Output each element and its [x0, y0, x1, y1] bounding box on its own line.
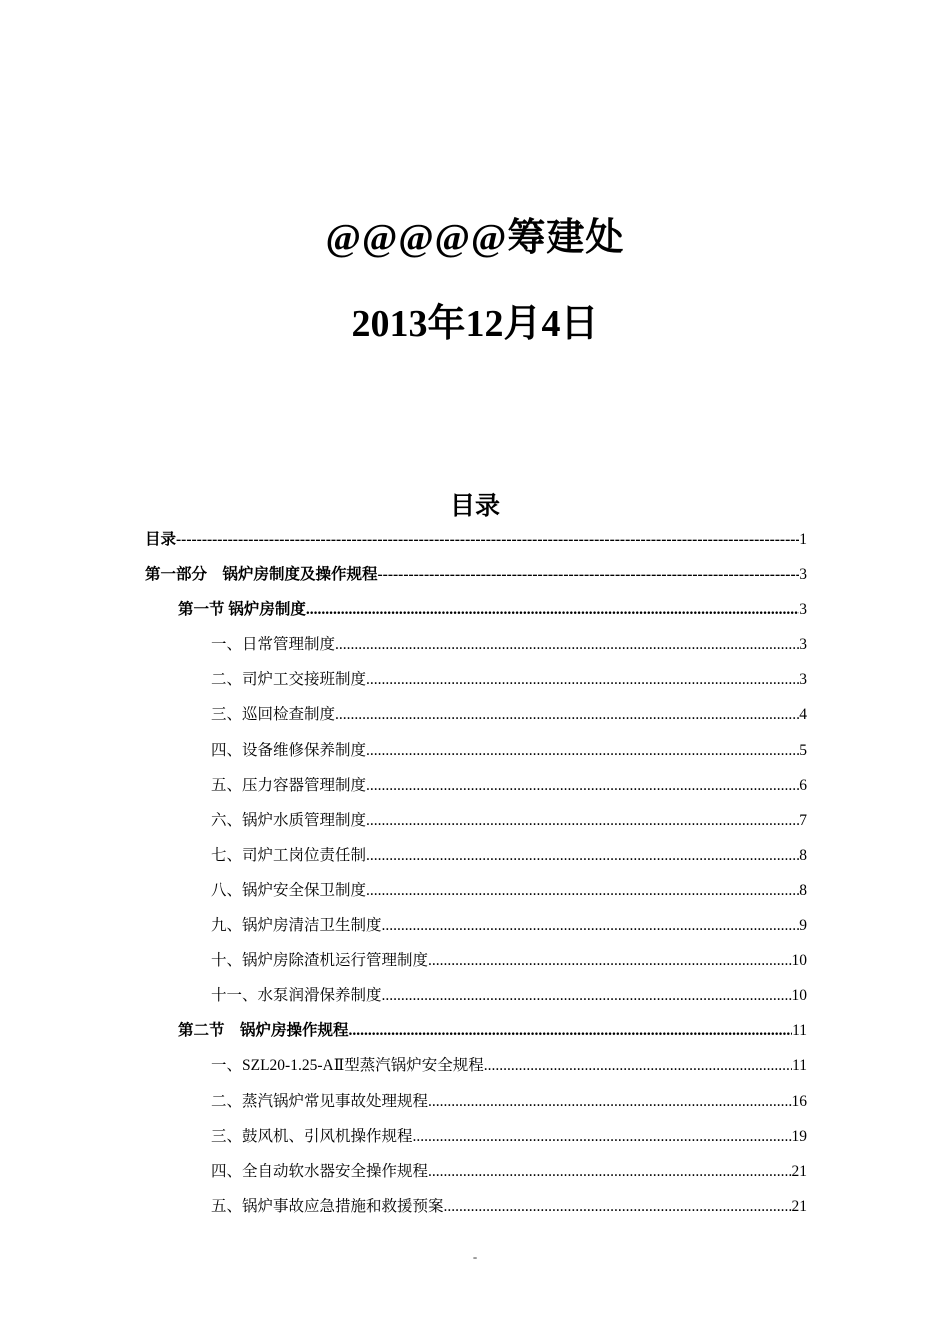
toc-entry[interactable]	[145, 662, 807, 697]
toc-entry-page: 1	[799, 531, 807, 548]
toc-entry[interactable]	[145, 592, 807, 627]
toc-entry-leader	[428, 943, 791, 978]
toc-entry[interactable]	[145, 803, 807, 838]
toc-entry-leader	[176, 522, 799, 557]
toc-entry[interactable]	[145, 627, 807, 662]
toc-entry-label: 五、锅炉事故应急措施和救援预案	[211, 1197, 444, 1215]
toc-entry-label: 第二节 锅炉房操作规程	[178, 1022, 349, 1040]
toc-entry[interactable]	[145, 1189, 807, 1224]
toc-entry[interactable]	[145, 697, 807, 732]
toc-entry-label: 六、锅炉水质管理制度	[211, 811, 367, 829]
toc-entry-leader	[306, 592, 799, 627]
toc-entry-leader	[378, 557, 800, 592]
toc-entry-page: 8	[799, 881, 807, 899]
toc-entry-page: 10	[791, 952, 807, 970]
toc-entry-leader	[335, 627, 799, 662]
toc-entry-label: 五、压力容器管理制度	[211, 776, 367, 794]
toc-entry[interactable]	[145, 1013, 807, 1048]
toc-entry-leader	[366, 838, 799, 873]
toc-entry-page: 5	[799, 741, 807, 759]
toc-entry-page: 3	[799, 671, 807, 689]
toc-entry[interactable]	[145, 908, 807, 943]
toc-entry-label: 八、锅炉安全保卫制度	[211, 881, 367, 899]
toc-entry[interactable]	[145, 1154, 807, 1189]
toc-entry-page: 21	[791, 1197, 807, 1215]
toc-entry-leader	[382, 908, 800, 943]
organization-title: @@@@@筹建处	[325, 217, 625, 259]
toc-entry-label: 第一节 锅炉房制度	[178, 601, 306, 619]
toc-entry[interactable]	[145, 1084, 807, 1119]
toc-entry[interactable]	[145, 557, 807, 592]
toc-entry-label: 一、SZL20-1.25-AⅡ型蒸汽锅炉安全规程	[211, 1057, 484, 1075]
toc-entry-page: 11	[792, 1022, 807, 1040]
toc-entry-label: 四、全自动软水器安全操作规程	[211, 1162, 429, 1180]
toc-entry-leader	[349, 1013, 793, 1048]
toc-entry[interactable]	[145, 522, 807, 557]
toc-entry-leader	[413, 1119, 792, 1154]
toc-entry-label: 七、司炉工岗位责任制	[211, 846, 367, 864]
toc-entry-page: 3	[799, 601, 807, 619]
toc-entry-page: 10	[791, 987, 807, 1005]
toc-entry-page: 3	[799, 636, 807, 654]
toc-entry-label: 十、锅炉房除渣机运行管理制度	[211, 952, 429, 970]
toc-entry[interactable]	[145, 873, 807, 908]
toc-entry-leader	[335, 697, 799, 732]
toc-entry-page: 19	[791, 1127, 807, 1145]
toc-entry[interactable]	[145, 1048, 807, 1083]
toc-entry-leader	[366, 733, 799, 768]
toc-entry-label: 九、锅炉房清洁卫生制度	[211, 917, 382, 935]
date-title: 2013年12月4日	[351, 303, 599, 345]
toc-entry-page: 8	[799, 846, 807, 864]
page-footer-mark: -	[472, 1249, 478, 1264]
toc-entry-leader	[382, 978, 792, 1013]
toc-entry-label: 三、巡回检查制度	[211, 706, 336, 724]
toc-entry-page: 11	[792, 1057, 807, 1075]
toc-heading: 目录	[449, 493, 500, 520]
toc-entry-label: 二、司炉工交接班制度	[211, 671, 367, 689]
toc-entry-label: 第一部分 锅炉房制度及操作规程	[145, 566, 378, 584]
toc-entry-label: 十一、水泵润滑保养制度	[211, 987, 382, 1005]
toc-entry-page: 16	[791, 1092, 807, 1110]
toc-entry-label: 一、日常管理制度	[211, 636, 336, 654]
table-of-contents	[145, 522, 807, 1224]
toc-entry[interactable]	[145, 768, 807, 803]
toc-entry[interactable]	[145, 733, 807, 768]
toc-entry-leader	[428, 1154, 791, 1189]
toc-entry-leader	[366, 768, 799, 803]
toc-entry-leader	[444, 1189, 792, 1224]
toc-entry-leader	[366, 873, 799, 908]
toc-entry-page: 3	[799, 566, 807, 584]
toc-entry-label: 三、鼓风机、引风机操作规程	[211, 1127, 413, 1145]
toc-entry-label: 四、设备维修保养制度	[211, 741, 367, 759]
toc-entry[interactable]	[145, 1119, 807, 1154]
toc-entry[interactable]	[145, 943, 807, 978]
toc-entry-leader	[366, 662, 799, 697]
toc-entry-page: 21	[791, 1162, 807, 1180]
toc-entry-label: 目录	[145, 531, 177, 548]
toc-entry-page: 7	[799, 811, 807, 829]
toc-entry-page: 9	[799, 917, 807, 935]
toc-entry-leader	[428, 1084, 791, 1119]
toc-entry-leader	[484, 1048, 792, 1083]
toc-entry-page: 6	[799, 776, 807, 794]
toc-entry-leader	[366, 803, 799, 838]
toc-entry-label: 二、蒸汽锅炉常见事故处理规程	[211, 1092, 429, 1110]
toc-entry[interactable]	[145, 978, 807, 1013]
toc-entry-page: 4	[799, 706, 807, 724]
toc-entry[interactable]	[145, 838, 807, 873]
